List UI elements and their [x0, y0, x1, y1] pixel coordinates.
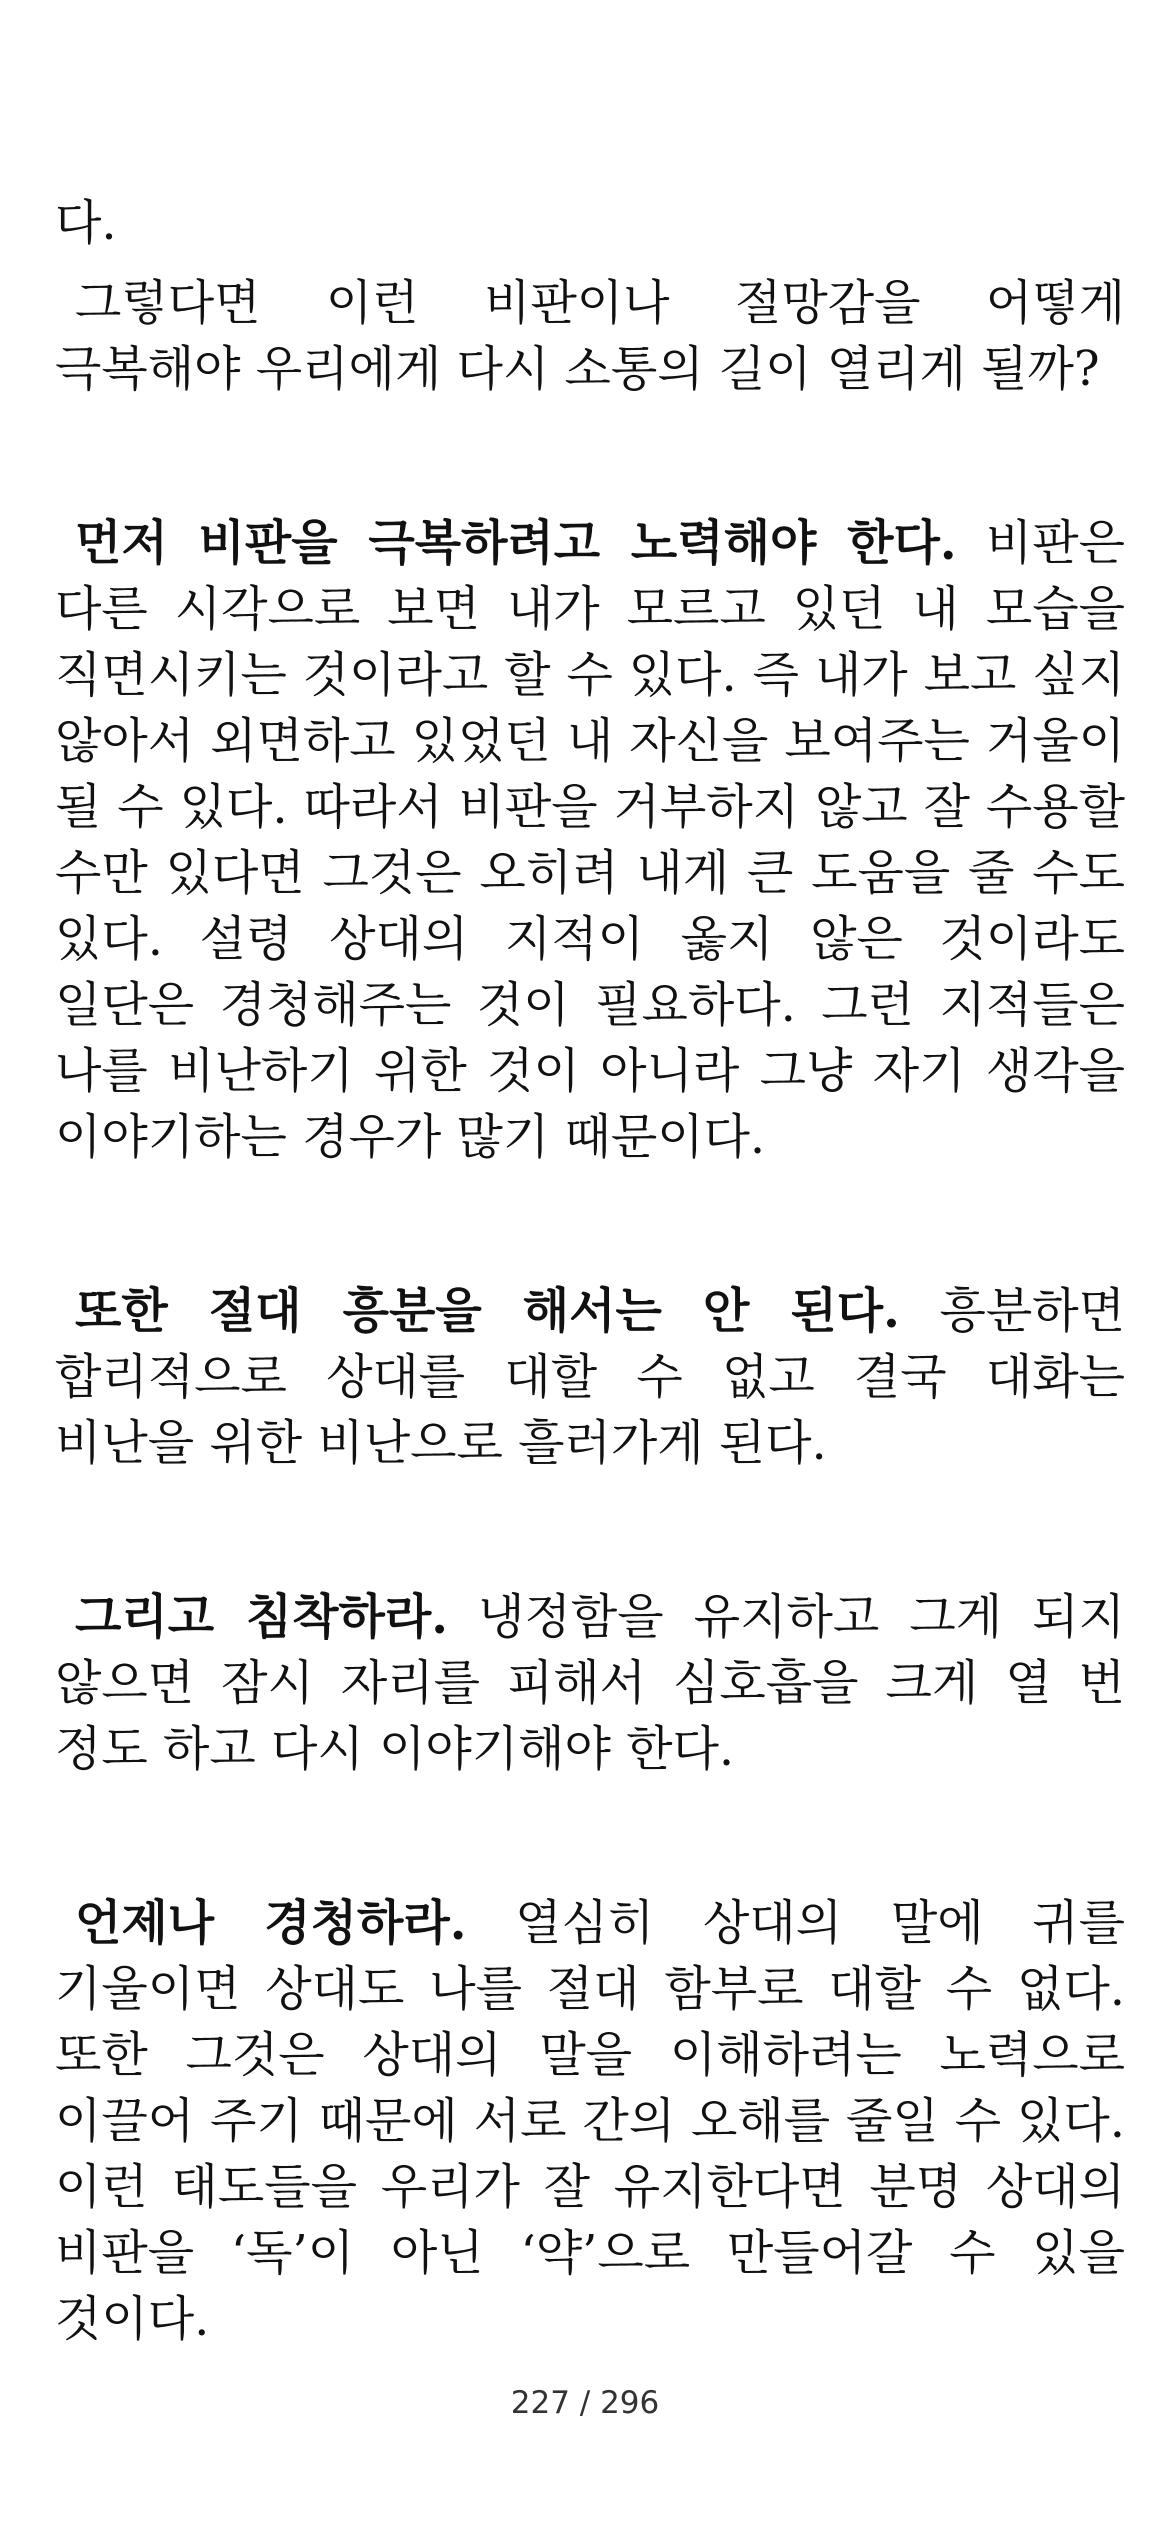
page-number-indicator: 227 / 296	[510, 2385, 660, 2421]
paragraph-text: 그렇다면 이런 비판이나 절망감을 어떻게 극복해야 우리에게 다시 소통의 길이 열리게 될까?	[55, 275, 1125, 397]
paragraph-lead-bold: 또한 절대 흥분을 해서는 안 된다.	[75, 1283, 900, 1339]
paragraph-text: 다.	[55, 195, 117, 251]
paragraph-text: 흥분하면 합리적으로 상대를 대할 수 없고 결국 대화는 비난을 위한 비난으로 흘러가게 된다.	[55, 1283, 1125, 1471]
paragraph-continuation	[55, 190, 1125, 256]
paragraph-text: 열심히 상대의 말에 귀를 기울이면 상대도 나를 절대 함부로 대할 수 없다. 또한 그것은 상대의 말을 이해하려는 노력으로 이끌어 주기 때문에 서로 간의 오해를 줄일 수 있다. 이런 태도들을 우리가 잘 유지한다면 분명 상대의 비판을 ‘독’이 아닌 ‘약’으로 만들어갈 수 있을 것이다.	[55, 1895, 1126, 2347]
paragraph-no-excitement	[55, 1278, 1125, 1476]
paragraph-lead-bold: 먼저 비판을 극복하려고 노력해야 한다.	[75, 515, 957, 571]
paragraph-overcome-criticism	[55, 510, 1125, 1170]
book-page-text	[55, 190, 1125, 2352]
paragraph-lead-bold: 언제나 경청하라.	[75, 1895, 467, 1951]
paragraph-text: 비판은 다른 시각으로 보면 내가 모르고 있던 내 모습을 직면시키는 것이라고 할 수 있다. 즉 내가 보고 싶지 않아서 외면하고 있었던 내 자신을 보여주는 거울이 될 수 있다. 따라서 비판을 거부하지 않고 잘 수용할 수만 있다면 그것은 오히려 내게 큰 도움을 줄 수도 있다. 설령 상대의 지적이 옳지 않은 것이라도 일단은 경청해주는 것이 필요하다. 그런 지적들은 나를 비난하기 위한 것이 아니라 그냥 자기 생각을 이야기하는 경우가 많기 때문이다.	[55, 515, 1125, 1165]
paragraph-listen	[55, 1890, 1125, 2352]
paragraph-stay-calm	[55, 1584, 1125, 1782]
paragraph-lead-bold: 그리고 침착하라.	[75, 1589, 448, 1645]
paragraph-question	[55, 270, 1125, 402]
paragraph-text: 냉정함을 유지하고 그게 되지 않으면 잠시 자리를 피해서 심호흡을 크게 열 번 정도 하고 다시 이야기해야 한다.	[55, 1589, 1126, 1777]
